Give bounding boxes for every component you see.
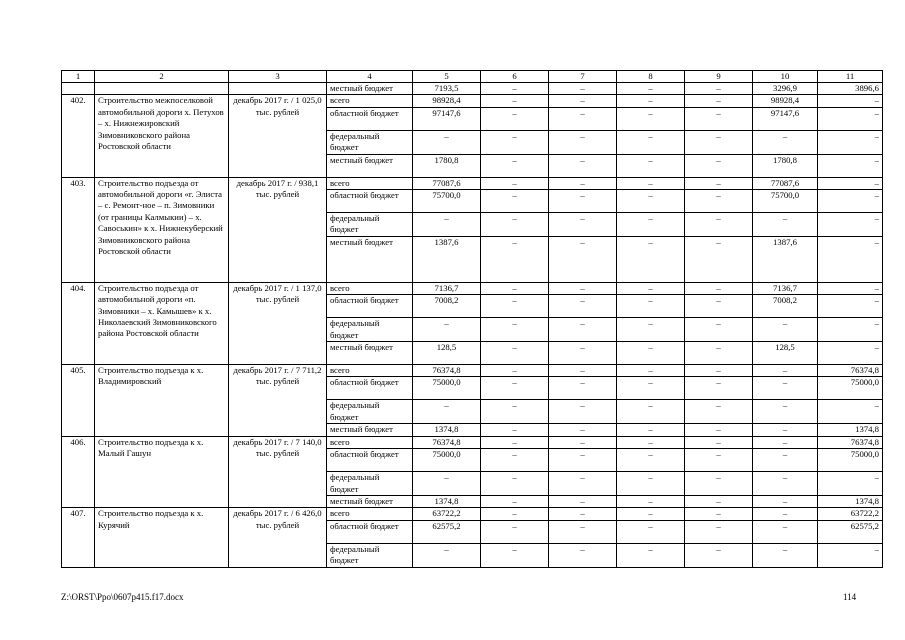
value-cell: – (617, 107, 685, 130)
value-cell: 128,5 (413, 342, 481, 365)
col-header: 1 (62, 71, 95, 83)
value-cell: 1374,8 (818, 424, 883, 436)
value-cell: 128,5 (753, 342, 818, 365)
funding-source: областной бюджет (327, 520, 413, 543)
value-cell: – (753, 424, 818, 436)
value-cell: – (549, 213, 617, 237)
value-cell: – (481, 508, 549, 520)
value-cell: 77087,6 (753, 177, 818, 189)
value-cell: – (481, 449, 549, 472)
value-cell: – (818, 295, 883, 318)
value-cell: – (481, 190, 549, 213)
value-cell: – (549, 83, 617, 95)
value-cell: – (617, 508, 685, 520)
value-cell: 7008,2 (413, 295, 481, 318)
value-cell: – (549, 342, 617, 365)
funding-source: местный бюджет (327, 154, 413, 177)
value-cell: 75000,0 (413, 449, 481, 472)
value-cell: – (685, 213, 753, 237)
deadline-cost: декабрь 2017 г. / 938,1 тыс. рублей (229, 177, 327, 282)
value-cell: 76374,8 (413, 436, 481, 448)
value-cell: – (818, 95, 883, 107)
value-cell: – (549, 365, 617, 377)
value-cell: – (818, 543, 883, 567)
value-cell: 98928,4 (753, 95, 818, 107)
value-cell: – (685, 508, 753, 520)
value-cell: 76374,8 (818, 365, 883, 377)
value-cell: – (753, 508, 818, 520)
table-body (62, 83, 883, 568)
value-cell: – (617, 190, 685, 213)
value-cell: – (685, 236, 753, 282)
value-cell: – (413, 472, 481, 496)
value-cell: – (481, 95, 549, 107)
funding-source: всего (327, 95, 413, 107)
value-cell: – (617, 472, 685, 496)
value-cell: – (818, 130, 883, 154)
deadline-cost: декабрь 2017 г. / 7 711,2 тыс. рублей (229, 365, 327, 437)
value-cell: 63722,2 (413, 508, 481, 520)
value-cell: – (617, 83, 685, 95)
value-cell: 76374,8 (818, 436, 883, 448)
value-cell: – (481, 236, 549, 282)
value-cell: – (685, 377, 753, 400)
value-cell: – (413, 318, 481, 342)
funding-source: федеральный бюджет (327, 130, 413, 154)
value-cell: 7193,5 (413, 83, 481, 95)
table-row (62, 177, 883, 189)
budget-table (61, 70, 883, 568)
value-cell: – (617, 449, 685, 472)
project-name: Строительство подъезда к х. Малый Гашун (95, 436, 229, 508)
value-cell: – (549, 520, 617, 543)
value-cell: – (685, 130, 753, 154)
funding-source: местный бюджет (327, 495, 413, 507)
value-cell: – (549, 449, 617, 472)
value-cell: – (617, 520, 685, 543)
value-cell: – (481, 318, 549, 342)
value-cell: 62575,2 (413, 520, 481, 543)
value-cell: 62575,2 (818, 520, 883, 543)
value-cell: – (413, 213, 481, 237)
value-cell: – (413, 400, 481, 424)
col-header: 8 (617, 71, 685, 83)
col-header: 10 (753, 71, 818, 83)
value-cell: – (685, 520, 753, 543)
value-cell: – (549, 400, 617, 424)
value-cell: – (617, 400, 685, 424)
value-cell: – (481, 83, 549, 95)
value-cell: – (753, 543, 818, 567)
value-cell: – (753, 365, 818, 377)
value-cell: 7136,7 (753, 282, 818, 294)
funding-source: всего (327, 436, 413, 448)
value-cell: – (818, 318, 883, 342)
value-cell: – (481, 436, 549, 448)
value-cell: – (818, 154, 883, 177)
col-header: 7 (549, 71, 617, 83)
funding-source: областной бюджет (327, 190, 413, 213)
col-header: 4 (327, 71, 413, 83)
row-number: 407. (62, 508, 95, 567)
value-cell: 1780,8 (413, 154, 481, 177)
value-cell: – (481, 154, 549, 177)
value-cell: – (549, 177, 617, 189)
value-cell: – (818, 190, 883, 213)
value-cell: – (818, 236, 883, 282)
value-cell: 1374,8 (818, 495, 883, 507)
row-number: 404. (62, 282, 95, 364)
value-cell: – (617, 342, 685, 365)
value-cell: – (481, 130, 549, 154)
value-cell: – (413, 543, 481, 567)
value-cell: – (481, 424, 549, 436)
value-cell: – (617, 495, 685, 507)
value-cell: – (685, 400, 753, 424)
value-cell: 98928,4 (413, 95, 481, 107)
value-cell: 97147,6 (753, 107, 818, 130)
value-cell: – (549, 508, 617, 520)
empty-cell (95, 83, 229, 95)
deadline-cost: декабрь 2017 г. / 6 426,0 тыс. рублей (229, 508, 327, 567)
value-cell: – (549, 318, 617, 342)
value-cell: – (753, 520, 818, 543)
value-cell: – (481, 342, 549, 365)
value-cell: 1374,8 (413, 495, 481, 507)
funding-source: всего (327, 508, 413, 520)
value-cell: – (753, 495, 818, 507)
value-cell: – (549, 282, 617, 294)
value-cell: – (818, 342, 883, 365)
project-name: Строительство межпоселковой автомобильной дороги х. Петухов – х. Нижнежировский Зимовниковского района Ростовской области (95, 95, 229, 177)
project-name: Строительство подъезда от автомобильной дороги «г. Элиста – с. Ремонт-ное – п. Зимовники (от границы Калмыкии) – х. Савоськин» к х. Нижнекуберский Зимовниковского района Ростовской области (95, 177, 229, 282)
value-cell: – (617, 424, 685, 436)
value-cell: 75000,0 (818, 377, 883, 400)
value-cell: 1374,8 (413, 424, 481, 436)
value-cell: – (818, 282, 883, 294)
value-cell: – (685, 154, 753, 177)
value-cell: 75000,0 (413, 377, 481, 400)
value-cell: – (481, 495, 549, 507)
value-cell: – (685, 95, 753, 107)
project-name: Строительство подъезда к х. Владимировский (95, 365, 229, 437)
value-cell: – (685, 190, 753, 213)
funding-source: местный бюджет (327, 424, 413, 436)
footer-file-path: Z:\ORST\Ppo\0607p415.f17.docx (61, 592, 184, 602)
funding-source: областной бюджет (327, 107, 413, 130)
table-row (62, 436, 883, 448)
table-row (62, 365, 883, 377)
value-cell: – (549, 130, 617, 154)
table-row (62, 508, 883, 520)
value-cell: – (685, 342, 753, 365)
value-cell: – (685, 318, 753, 342)
value-cell: 75700,0 (753, 190, 818, 213)
value-cell: – (549, 424, 617, 436)
value-cell: – (753, 436, 818, 448)
value-cell: – (617, 236, 685, 282)
value-cell: – (617, 130, 685, 154)
value-cell: – (818, 213, 883, 237)
value-cell: – (617, 543, 685, 567)
deadline-cost: декабрь 2017 г. / 7 140,0 тыс. рублей (229, 436, 327, 508)
value-cell: 75700,0 (413, 190, 481, 213)
funding-source: всего (327, 177, 413, 189)
row-number: 406. (62, 436, 95, 508)
value-cell: 77087,6 (413, 177, 481, 189)
value-cell: – (481, 295, 549, 318)
value-cell: – (549, 436, 617, 448)
value-cell: 1387,6 (753, 236, 818, 282)
value-cell: – (481, 377, 549, 400)
funding-source: местный бюджет (327, 342, 413, 365)
value-cell: 75000,0 (818, 449, 883, 472)
value-cell: – (753, 377, 818, 400)
value-cell: – (549, 295, 617, 318)
funding-source: местный бюджет (327, 83, 413, 95)
value-cell: – (481, 520, 549, 543)
value-cell: – (481, 282, 549, 294)
value-cell: – (549, 377, 617, 400)
row-number: 405. (62, 365, 95, 437)
value-cell: – (753, 213, 818, 237)
value-cell: – (818, 400, 883, 424)
value-cell: – (753, 400, 818, 424)
value-cell: – (818, 472, 883, 496)
page-number: 114 (843, 592, 857, 602)
value-cell: – (685, 424, 753, 436)
table-row (62, 95, 883, 107)
value-cell: – (549, 107, 617, 130)
funding-source: федеральный бюджет (327, 213, 413, 237)
value-cell: 3896,6 (818, 83, 883, 95)
deadline-cost: декабрь 2017 г. / 1 025,0 тыс. рублей (229, 95, 327, 177)
value-cell: – (753, 130, 818, 154)
value-cell: – (549, 495, 617, 507)
funding-source: всего (327, 282, 413, 294)
value-cell: – (685, 83, 753, 95)
col-header: 3 (229, 71, 327, 83)
value-cell: – (685, 495, 753, 507)
table-row (62, 282, 883, 294)
value-cell: – (549, 190, 617, 213)
value-cell: – (685, 365, 753, 377)
value-cell: 97147,6 (413, 107, 481, 130)
funding-source: местный бюджет (327, 236, 413, 282)
value-cell: – (685, 436, 753, 448)
value-cell: – (549, 472, 617, 496)
value-cell: – (753, 472, 818, 496)
value-cell: – (413, 130, 481, 154)
funding-source: областной бюджет (327, 377, 413, 400)
value-cell: – (753, 449, 818, 472)
empty-cell (62, 83, 95, 95)
value-cell: – (549, 543, 617, 567)
value-cell: – (549, 95, 617, 107)
col-header: 9 (685, 71, 753, 83)
funding-source: федеральный бюджет (327, 400, 413, 424)
col-header: 11 (818, 71, 883, 83)
value-cell: 7008,2 (753, 295, 818, 318)
value-cell: – (481, 107, 549, 130)
value-cell: – (481, 400, 549, 424)
value-cell: – (617, 377, 685, 400)
value-cell: – (481, 472, 549, 496)
value-cell: – (617, 295, 685, 318)
value-cell: 76374,8 (413, 365, 481, 377)
value-cell: – (481, 213, 549, 237)
value-cell: – (617, 95, 685, 107)
value-cell: – (549, 154, 617, 177)
funding-source: федеральный бюджет (327, 543, 413, 567)
value-cell: 1387,6 (413, 236, 481, 282)
value-cell: 7136,7 (413, 282, 481, 294)
value-cell: – (549, 236, 617, 282)
project-name: Строительство подъезда от автомобильной дороги «п. Зимовники – х. Камышев» к х. Николаевский Зимовниковского района Ростовской области (95, 282, 229, 364)
project-name: Строительство подъезда к х. Курячий (95, 508, 229, 567)
value-cell: – (685, 177, 753, 189)
row-number: 403. (62, 177, 95, 282)
value-cell: 3296,9 (753, 83, 818, 95)
value-cell: – (617, 213, 685, 237)
value-cell: – (617, 154, 685, 177)
funding-source: федеральный бюджет (327, 318, 413, 342)
funding-source: областной бюджет (327, 295, 413, 318)
value-cell: – (481, 365, 549, 377)
value-cell: – (481, 543, 549, 567)
funding-source: всего (327, 365, 413, 377)
row-number: 402. (62, 95, 95, 177)
col-header: 5 (413, 71, 481, 83)
value-cell: – (617, 177, 685, 189)
deadline-cost: декабрь 2017 г. / 1 137,0 тыс. рублей (229, 282, 327, 364)
header-row (62, 71, 883, 83)
col-header: 6 (481, 71, 549, 83)
value-cell: – (617, 365, 685, 377)
funding-source: областной бюджет (327, 449, 413, 472)
value-cell: – (685, 107, 753, 130)
value-cell: – (685, 472, 753, 496)
value-cell: – (685, 295, 753, 318)
value-cell: – (685, 449, 753, 472)
value-cell: – (617, 318, 685, 342)
value-cell: – (818, 107, 883, 130)
carry-over-row (62, 83, 883, 95)
value-cell: – (818, 177, 883, 189)
value-cell: – (685, 282, 753, 294)
col-header: 2 (95, 71, 229, 83)
value-cell: 63722,2 (818, 508, 883, 520)
empty-cell (229, 83, 327, 95)
value-cell: – (617, 282, 685, 294)
value-cell: – (685, 543, 753, 567)
value-cell: 1780,8 (753, 154, 818, 177)
funding-source: федеральный бюджет (327, 472, 413, 496)
value-cell: – (617, 436, 685, 448)
value-cell: – (481, 177, 549, 189)
value-cell: – (753, 318, 818, 342)
